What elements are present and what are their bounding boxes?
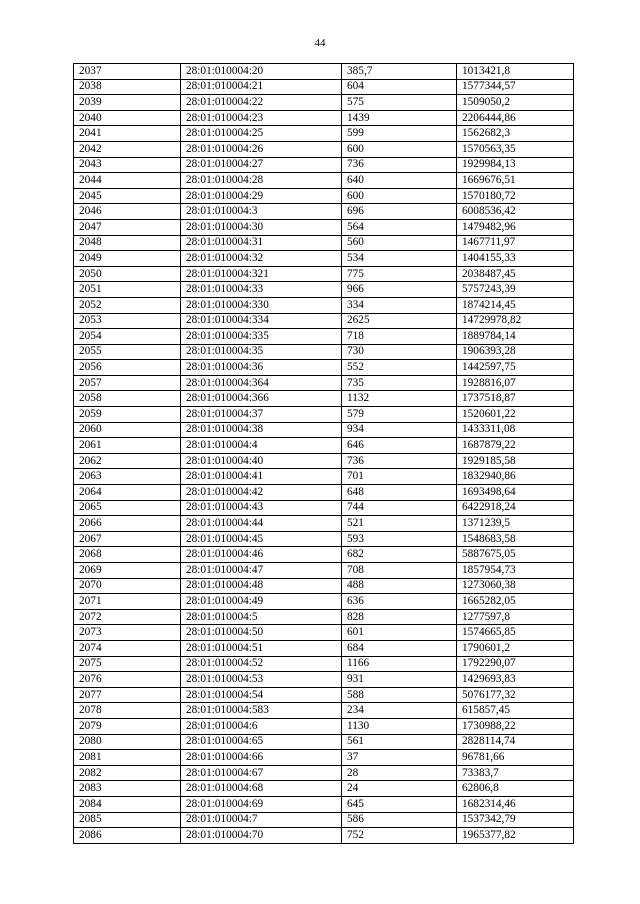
table-row [74, 173, 574, 189]
row-number-cell: 2079 [74, 718, 181, 734]
cadastral-value-cell: 1682314,46 [457, 796, 574, 812]
row-number-cell: 2076 [74, 672, 181, 688]
area-cell: 593 [342, 531, 457, 547]
cadastral-number-cell: 28:01:010004:69 [181, 796, 342, 812]
cadastral-number-cell: 28:01:010004:364 [181, 375, 342, 391]
cadastral-value-cell: 1548683,58 [457, 531, 574, 547]
cadastral-value-cell: 1570563,35 [457, 141, 574, 157]
cadastral-number-cell: 28:01:010004:335 [181, 329, 342, 345]
table-row [74, 734, 574, 750]
table-row [74, 563, 574, 579]
area-cell: 560 [342, 235, 457, 251]
table-body [74, 64, 574, 844]
row-number-cell: 2058 [74, 391, 181, 407]
cadastral-value-cell: 96781,66 [457, 750, 574, 766]
table-row [74, 110, 574, 126]
area-cell: 636 [342, 594, 457, 610]
table-row [74, 469, 574, 485]
row-number-cell: 2086 [74, 828, 181, 844]
row-number-cell: 2057 [74, 375, 181, 391]
table-row [74, 703, 574, 719]
cadastral-number-cell: 28:01:010004:25 [181, 126, 342, 142]
page-number: 44 [314, 37, 326, 49]
cadastral-number-cell: 28:01:010004:20 [181, 64, 342, 80]
cadastral-number-cell: 28:01:010004:47 [181, 563, 342, 579]
cadastral-value-cell: 1889784,14 [457, 329, 574, 345]
cadastral-number-cell: 28:01:010004:28 [181, 173, 342, 189]
cadastral-number-cell: 28:01:010004:70 [181, 828, 342, 844]
row-number-cell: 2073 [74, 625, 181, 641]
area-cell: 334 [342, 297, 457, 313]
cadastral-value-cell: 1737518,87 [457, 391, 574, 407]
area-cell: 601 [342, 625, 457, 641]
area-cell: 934 [342, 422, 457, 438]
row-number-cell: 2051 [74, 282, 181, 298]
area-cell: 640 [342, 173, 457, 189]
cadastral-value-cell: 1832940,86 [457, 469, 574, 485]
area-cell: 575 [342, 95, 457, 111]
cadastral-number-cell: 28:01:010004:52 [181, 656, 342, 672]
cadastral-value-cell: 1537342,79 [457, 812, 574, 828]
row-number-cell: 2063 [74, 469, 181, 485]
cadastral-number-cell: 28:01:010004:26 [181, 141, 342, 157]
area-cell: 24 [342, 781, 457, 797]
row-number-cell: 2060 [74, 422, 181, 438]
cadastral-value-cell: 1669676,51 [457, 173, 574, 189]
table-row [74, 235, 574, 251]
row-number-cell: 2049 [74, 251, 181, 267]
row-number-cell: 2082 [74, 765, 181, 781]
row-number-cell: 2061 [74, 438, 181, 454]
row-number-cell: 2067 [74, 531, 181, 547]
cadastral-value-cell: 1965377,82 [457, 828, 574, 844]
cadastral-value-cell: 1520601,22 [457, 407, 574, 423]
row-number-cell: 2047 [74, 219, 181, 235]
cadastral-number-cell: 28:01:010004:42 [181, 485, 342, 501]
cadastral-number-cell: 28:01:010004:31 [181, 235, 342, 251]
row-number-cell: 2050 [74, 266, 181, 282]
area-cell: 488 [342, 578, 457, 594]
table-row [74, 141, 574, 157]
cadastral-value-cell: 5887675,05 [457, 547, 574, 563]
table-row [74, 438, 574, 454]
area-cell: 234 [342, 703, 457, 719]
cadastral-value-cell: 1013421,8 [457, 64, 574, 80]
table-row [74, 687, 574, 703]
row-number-cell: 2054 [74, 329, 181, 345]
cadastral-value-cell: 1570180,72 [457, 188, 574, 204]
cadastral-number-cell: 28:01:010004:21 [181, 79, 342, 95]
area-cell: 684 [342, 640, 457, 656]
table-row [74, 828, 574, 844]
cadastral-value-table [73, 63, 574, 844]
table-row [74, 812, 574, 828]
cadastral-number-cell: 28:01:010004:40 [181, 453, 342, 469]
cadastral-number-cell: 28:01:010004:68 [181, 781, 342, 797]
area-cell: 586 [342, 812, 457, 828]
cadastral-number-cell: 28:01:010004:48 [181, 578, 342, 594]
row-number-cell: 2059 [74, 407, 181, 423]
area-cell: 588 [342, 687, 457, 703]
table-row [74, 219, 574, 235]
cadastral-value-cell: 1433311,08 [457, 422, 574, 438]
table-row [74, 453, 574, 469]
area-cell: 775 [342, 266, 457, 282]
cadastral-number-cell: 28:01:010004:23 [181, 110, 342, 126]
row-number-cell: 2040 [74, 110, 181, 126]
cadastral-value-cell: 1467711,97 [457, 235, 574, 251]
cadastral-value-cell: 1857954,73 [457, 563, 574, 579]
cadastral-number-cell: 28:01:010004:66 [181, 750, 342, 766]
area-cell: 646 [342, 438, 457, 454]
table-row [74, 718, 574, 734]
cadastral-value-cell: 1371239,5 [457, 516, 574, 532]
cadastral-value-cell: 73383,7 [457, 765, 574, 781]
cadastral-number-cell: 28:01:010004:37 [181, 407, 342, 423]
cadastral-number-cell: 28:01:010004:38 [181, 422, 342, 438]
row-number-cell: 2037 [74, 64, 181, 80]
cadastral-value-cell: 1562682,3 [457, 126, 574, 142]
cadastral-number-cell: 28:01:010004:27 [181, 157, 342, 173]
row-number-cell: 2062 [74, 453, 181, 469]
cadastral-value-cell: 1442597,75 [457, 360, 574, 376]
table-row [74, 329, 574, 345]
area-cell: 645 [342, 796, 457, 812]
row-number-cell: 2068 [74, 547, 181, 563]
table-row [74, 64, 574, 80]
cadastral-number-cell: 28:01:010004:51 [181, 640, 342, 656]
area-cell: 561 [342, 734, 457, 750]
area-cell: 564 [342, 219, 457, 235]
row-number-cell: 2039 [74, 95, 181, 111]
cadastral-value-cell: 1574665,85 [457, 625, 574, 641]
cadastral-number-cell: 28:01:010004:6 [181, 718, 342, 734]
row-number-cell: 2070 [74, 578, 181, 594]
cadastral-value-cell: 1479482,96 [457, 219, 574, 235]
cadastral-number-cell: 28:01:010004:4 [181, 438, 342, 454]
table-row [74, 126, 574, 142]
row-number-cell: 2075 [74, 656, 181, 672]
cadastral-number-cell: 28:01:010004:44 [181, 516, 342, 532]
row-number-cell: 2084 [74, 796, 181, 812]
table-row [74, 157, 574, 173]
area-cell: 2625 [342, 313, 457, 329]
table-row [74, 625, 574, 641]
row-number-cell: 2081 [74, 750, 181, 766]
area-cell: 736 [342, 157, 457, 173]
table-row [74, 796, 574, 812]
table-row [74, 188, 574, 204]
cadastral-value-cell: 1792290,07 [457, 656, 574, 672]
row-number-cell: 2055 [74, 344, 181, 360]
table-row [74, 344, 574, 360]
table-row [74, 485, 574, 501]
cadastral-value-cell: 2206444,86 [457, 110, 574, 126]
table-row [74, 500, 574, 516]
area-cell: 736 [342, 453, 457, 469]
row-number-cell: 2038 [74, 79, 181, 95]
row-number-cell: 2065 [74, 500, 181, 516]
cadastral-value-cell: 6008536,42 [457, 204, 574, 220]
area-cell: 552 [342, 360, 457, 376]
table-row [74, 594, 574, 610]
cadastral-number-cell: 28:01:010004:49 [181, 594, 342, 610]
cadastral-number-cell: 28:01:010004:583 [181, 703, 342, 719]
cadastral-value-cell: 1577344,57 [457, 79, 574, 95]
cadastral-value-cell: 1693498,64 [457, 485, 574, 501]
area-cell: 682 [342, 547, 457, 563]
area-cell: 708 [342, 563, 457, 579]
cadastral-number-cell: 28:01:010004:30 [181, 219, 342, 235]
cadastral-value-cell: 1874214,45 [457, 297, 574, 313]
row-number-cell: 2044 [74, 173, 181, 189]
cadastral-number-cell: 28:01:010004:330 [181, 297, 342, 313]
row-number-cell: 2085 [74, 812, 181, 828]
table-row [74, 422, 574, 438]
area-cell: 579 [342, 407, 457, 423]
table-row [74, 750, 574, 766]
cadastral-value-cell: 1929185,58 [457, 453, 574, 469]
row-number-cell: 2071 [74, 594, 181, 610]
cadastral-number-cell: 28:01:010004:36 [181, 360, 342, 376]
cadastral-number-cell: 28:01:010004:53 [181, 672, 342, 688]
area-cell: 600 [342, 141, 457, 157]
row-number-cell: 2048 [74, 235, 181, 251]
cadastral-value-cell: 1404155,33 [457, 251, 574, 267]
area-cell: 735 [342, 375, 457, 391]
area-cell: 600 [342, 188, 457, 204]
row-number-cell: 2083 [74, 781, 181, 797]
table-row [74, 297, 574, 313]
table-row [74, 781, 574, 797]
table-row [74, 360, 574, 376]
cadastral-value-cell: 1509050,2 [457, 95, 574, 111]
row-number-cell: 2077 [74, 687, 181, 703]
cadastral-value-cell: 14729978,82 [457, 313, 574, 329]
cadastral-number-cell: 28:01:010004:50 [181, 625, 342, 641]
area-cell: 1132 [342, 391, 457, 407]
table-row [74, 204, 574, 220]
cadastral-value-cell: 1906393,28 [457, 344, 574, 360]
area-cell: 385,7 [342, 64, 457, 80]
table-row [74, 531, 574, 547]
row-number-cell: 2080 [74, 734, 181, 750]
cadastral-value-cell: 1277597,8 [457, 609, 574, 625]
table-row [74, 516, 574, 532]
row-number-cell: 2064 [74, 485, 181, 501]
table-row [74, 391, 574, 407]
area-cell: 521 [342, 516, 457, 532]
cadastral-number-cell: 28:01:010004:334 [181, 313, 342, 329]
cadastral-number-cell: 28:01:010004:366 [181, 391, 342, 407]
area-cell: 966 [342, 282, 457, 298]
row-number-cell: 2078 [74, 703, 181, 719]
cadastral-number-cell: 28:01:010004:41 [181, 469, 342, 485]
cadastral-value-cell: 615857,45 [457, 703, 574, 719]
cadastral-value-cell: 1730988,22 [457, 718, 574, 734]
cadastral-value-cell: 2828114,74 [457, 734, 574, 750]
cadastral-value-cell: 1429693,83 [457, 672, 574, 688]
area-cell: 696 [342, 204, 457, 220]
cadastral-value-cell: 62806,8 [457, 781, 574, 797]
area-cell: 744 [342, 500, 457, 516]
area-cell: 599 [342, 126, 457, 142]
table-row [74, 251, 574, 267]
cadastral-value-cell: 1790601,2 [457, 640, 574, 656]
row-number-cell: 2056 [74, 360, 181, 376]
cadastral-value-cell: 1929984,13 [457, 157, 574, 173]
area-cell: 28 [342, 765, 457, 781]
row-number-cell: 2052 [74, 297, 181, 313]
area-cell: 718 [342, 329, 457, 345]
table-row [74, 547, 574, 563]
cadastral-number-cell: 28:01:010004:45 [181, 531, 342, 547]
area-cell: 1439 [342, 110, 457, 126]
table-row [74, 672, 574, 688]
row-number-cell: 2046 [74, 204, 181, 220]
table-row [74, 282, 574, 298]
cadastral-value-cell: 6422918,24 [457, 500, 574, 516]
table-row [74, 266, 574, 282]
row-number-cell: 2042 [74, 141, 181, 157]
row-number-cell: 2074 [74, 640, 181, 656]
cadastral-value-cell: 5076177,32 [457, 687, 574, 703]
area-cell: 701 [342, 469, 457, 485]
cadastral-number-cell: 28:01:010004:54 [181, 687, 342, 703]
table-row [74, 375, 574, 391]
table-row [74, 640, 574, 656]
cadastral-number-cell: 28:01:010004:3 [181, 204, 342, 220]
row-number-cell: 2072 [74, 609, 181, 625]
cadastral-number-cell: 28:01:010004:35 [181, 344, 342, 360]
table-row [74, 578, 574, 594]
cadastral-number-cell: 28:01:010004:321 [181, 266, 342, 282]
cadastral-value-cell: 5757243,39 [457, 282, 574, 298]
area-cell: 534 [342, 251, 457, 267]
table-row [74, 79, 574, 95]
cadastral-value-cell: 1928816,07 [457, 375, 574, 391]
cadastral-number-cell: 28:01:010004:22 [181, 95, 342, 111]
cadastral-value-cell: 1687879,22 [457, 438, 574, 454]
cadastral-number-cell: 28:01:010004:33 [181, 282, 342, 298]
cadastral-value-cell: 1665282,05 [457, 594, 574, 610]
table-row [74, 407, 574, 423]
area-cell: 730 [342, 344, 457, 360]
row-number-cell: 2043 [74, 157, 181, 173]
cadastral-number-cell: 28:01:010004:7 [181, 812, 342, 828]
cadastral-number-cell: 28:01:010004:46 [181, 547, 342, 563]
cadastral-number-cell: 28:01:010004:29 [181, 188, 342, 204]
area-cell: 648 [342, 485, 457, 501]
row-number-cell: 2066 [74, 516, 181, 532]
row-number-cell: 2053 [74, 313, 181, 329]
cadastral-number-cell: 28:01:010004:43 [181, 500, 342, 516]
row-number-cell: 2069 [74, 563, 181, 579]
row-number-cell: 2045 [74, 188, 181, 204]
cadastral-number-cell: 28:01:010004:65 [181, 734, 342, 750]
area-cell: 604 [342, 79, 457, 95]
table-row [74, 313, 574, 329]
cadastral-value-cell: 2038487,45 [457, 266, 574, 282]
area-cell: 1130 [342, 718, 457, 734]
area-cell: 37 [342, 750, 457, 766]
area-cell: 1166 [342, 656, 457, 672]
cadastral-number-cell: 28:01:010004:32 [181, 251, 342, 267]
table-row [74, 656, 574, 672]
table-row [74, 609, 574, 625]
area-cell: 752 [342, 828, 457, 844]
cadastral-number-cell: 28:01:010004:67 [181, 765, 342, 781]
area-cell: 828 [342, 609, 457, 625]
row-number-cell: 2041 [74, 126, 181, 142]
table-row [74, 765, 574, 781]
cadastral-value-cell: 1273060,38 [457, 578, 574, 594]
area-cell: 931 [342, 672, 457, 688]
table-row [74, 95, 574, 111]
cadastral-number-cell: 28:01:010004:5 [181, 609, 342, 625]
